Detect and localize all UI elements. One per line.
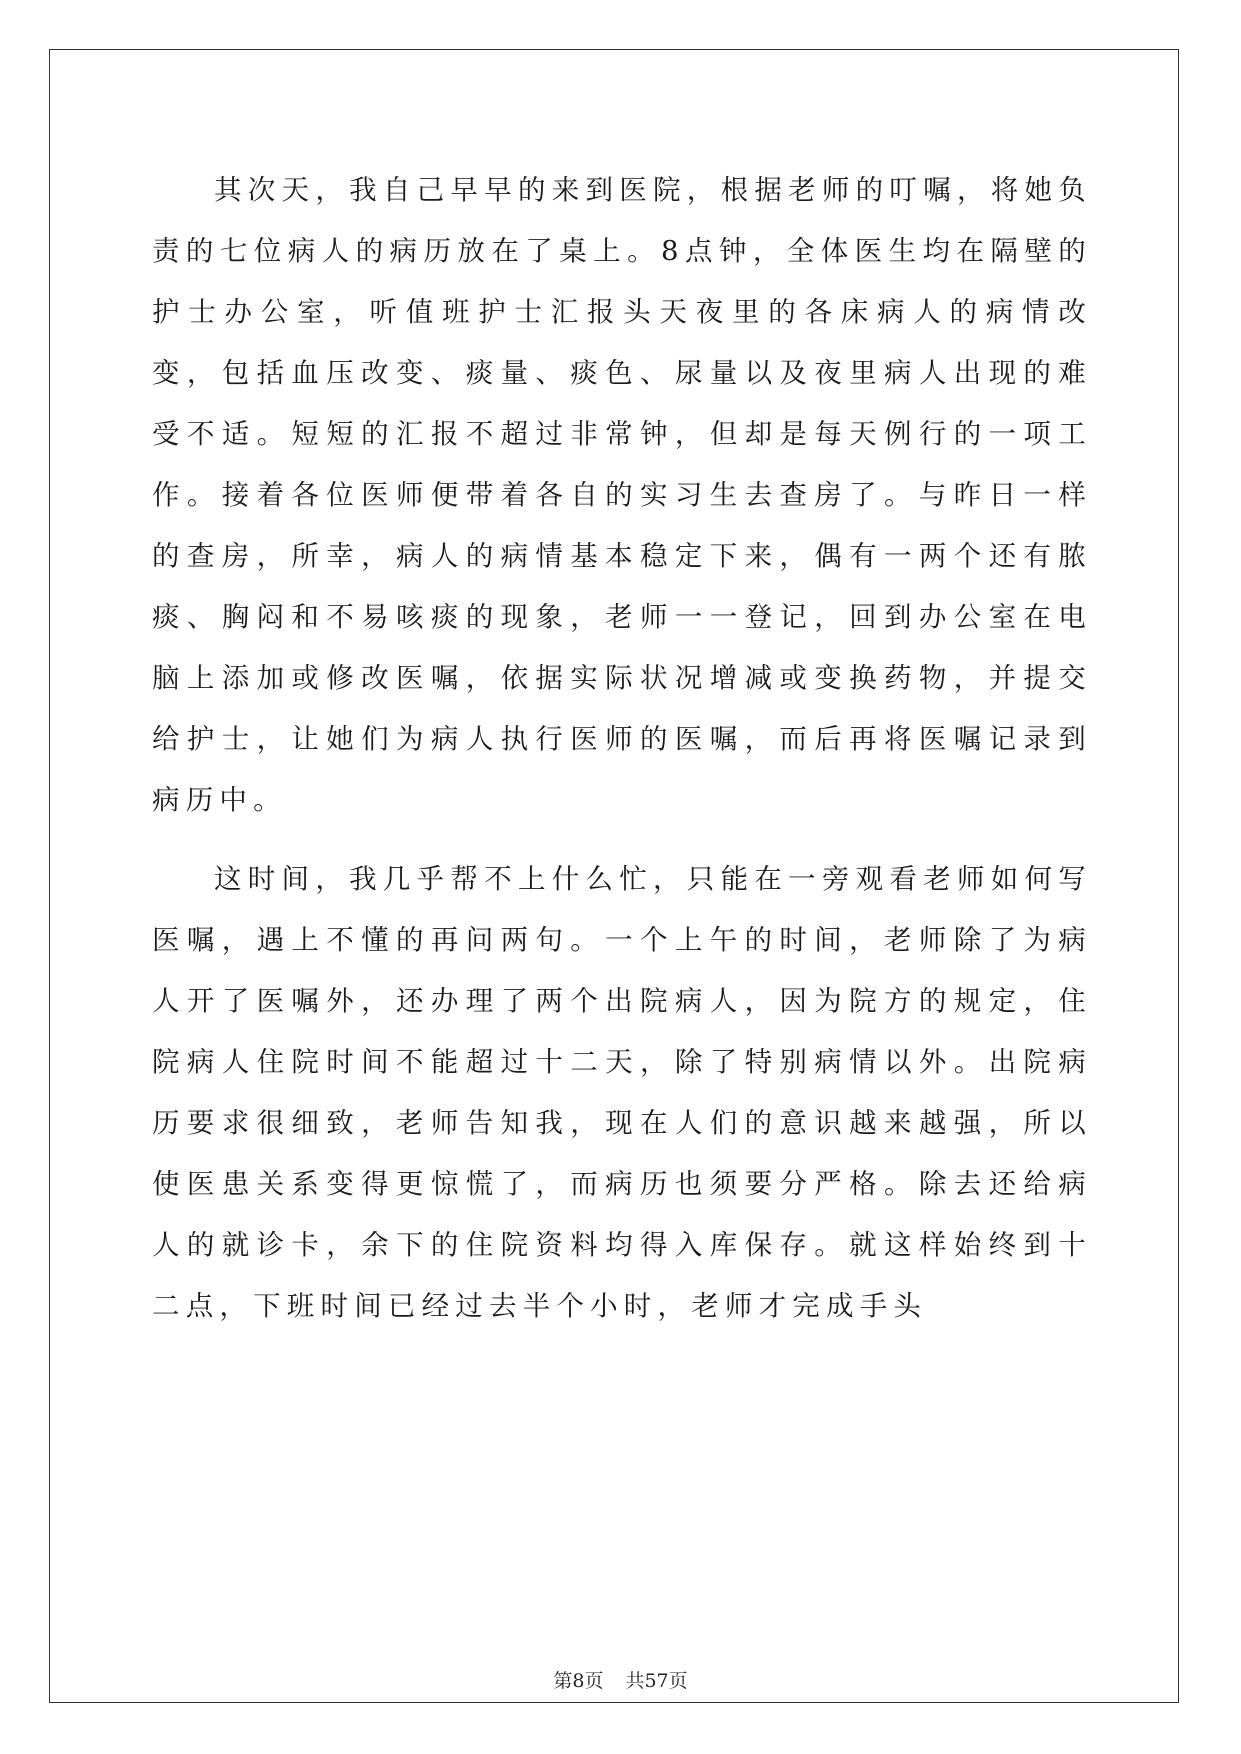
paragraph: 其次天，我自己早早的来到医院，根据老师的叮嘱，将她负责的七位病人的病历放在了桌上。8点钟，全体医生均在隔壁的护士办公室，听值班护士汇报头天夜里的各床病人的病情改变，包括血压改变、痰量、痰色、尿量以及夜里病人出现的难受不适。短短的汇报不超过非常钟，但却是每天例行的一项工作。接着各位医师便带着各自的实习生去查房了。与昨日一样的查房，所幸，病人的病情基本稳定下来，偶有一两个还有脓痰、胸闷和不易咳痰的现象，老师一一登记，回到办公室在电脑上添加或修改医嘱，依据实际状况增减或变换药物，并提交给护士，让她们为病人执行医师的医嘱，而后再将医嘱记录到病历中。 xyxy=(152,174,1092,816)
page-number: 第8页 xyxy=(553,1670,604,1692)
paragraph: 这时间，我几乎帮不上什么忙，只能在一旁观看老师如何写医嘱，遇上不懂的再问两句。一个上午的时间，老师除了为病人开了医嘱外，还办理了两个出院病人，因为院方的规定，住院病人住院时间不能超过十二天，除了特别病情以外。出院病历要求很细致，老师告知我，现在人们的意识越来越强，所以使医患关系变得更惊慌了，而病历也须要分严格。除去还给病人的就诊卡，余下的住院资料均得入库保存。就这样始终到十二点，下班时间已经过去半个小时，老师才完成手头 xyxy=(152,863,1092,1322)
document-body xyxy=(152,160,1092,1337)
page-total: 共57页 xyxy=(625,1670,688,1692)
page-footer xyxy=(0,1666,1241,1693)
